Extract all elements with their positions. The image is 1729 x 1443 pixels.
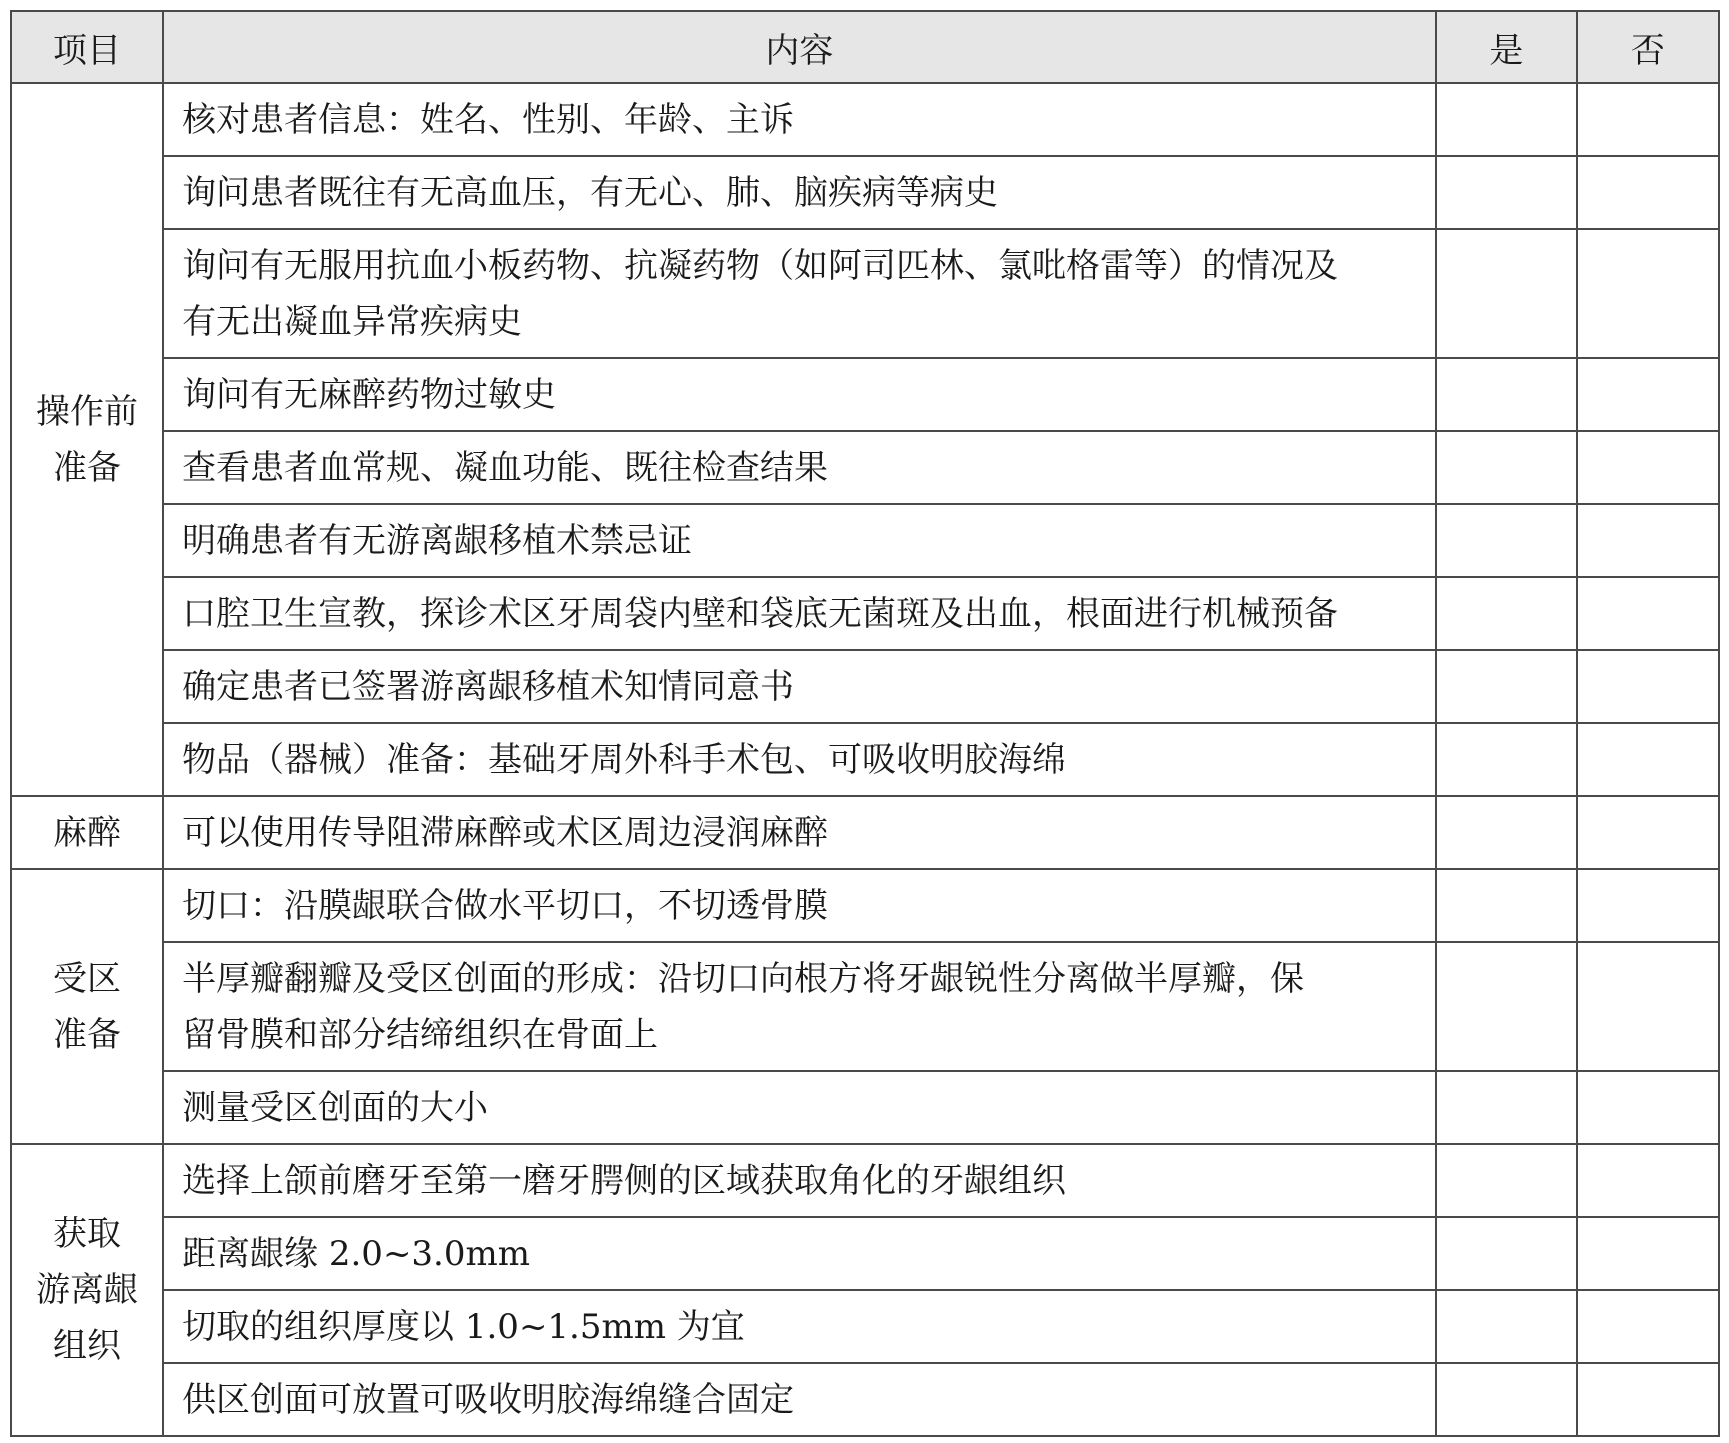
content-text: 核对患者信息：姓名、性别、年龄、主诉 [182, 99, 795, 140]
content-text: 物品（器械）准备：基础牙周外科手术包、可吸收明胶海绵 [182, 739, 1067, 780]
category-label: 麻醉 [53, 812, 122, 853]
yes-check-cell[interactable] [1436, 869, 1577, 942]
category-label: 准备 [53, 447, 122, 488]
no-check-cell[interactable] [1577, 1071, 1719, 1144]
table-row [11, 431, 1719, 504]
no-check-cell[interactable] [1577, 156, 1719, 229]
yes-check-cell[interactable] [1436, 1217, 1577, 1290]
no-check-cell[interactable] [1577, 723, 1719, 796]
content-text: 询问有无麻醉药物过敏史 [182, 374, 557, 415]
yes-check-cell[interactable] [1436, 431, 1577, 504]
header-content: 内容 [163, 11, 1436, 83]
no-check-cell[interactable] [1577, 796, 1719, 869]
no-check-cell[interactable] [1577, 1363, 1719, 1436]
table-row [11, 869, 1719, 942]
yes-check-cell[interactable] [1436, 650, 1577, 723]
table-row [11, 229, 1719, 358]
category-label: 组织 [53, 1326, 122, 1366]
content-cell [163, 796, 1436, 869]
content-text: 切取的组织厚度以 1.0~1.5mm 为宜 [182, 1306, 745, 1347]
yes-check-cell[interactable] [1436, 504, 1577, 577]
content-cell [163, 83, 1436, 156]
no-check-cell[interactable] [1577, 1290, 1719, 1363]
content-cell [163, 156, 1436, 229]
yes-check-cell[interactable] [1436, 156, 1577, 229]
content-text: 询问有无服用抗血小板药物、抗凝药物（如阿司匹林、氯吡格雷等）的情况及 [182, 245, 1339, 286]
table-row [11, 942, 1719, 1071]
table-row [11, 796, 1719, 869]
table-row [11, 358, 1719, 431]
no-check-cell[interactable] [1577, 358, 1719, 431]
content-cell [163, 723, 1436, 796]
yes-check-cell[interactable] [1436, 796, 1577, 869]
header-item: 项目 [11, 11, 163, 83]
table-row [11, 1217, 1719, 1290]
content-cell [163, 358, 1436, 431]
content-cell [163, 650, 1436, 723]
yes-check-cell[interactable] [1436, 229, 1577, 358]
table-row [11, 83, 1719, 156]
yes-check-cell[interactable] [1436, 1363, 1577, 1436]
content-text: 有无出凝血异常疾病史 [182, 301, 523, 342]
table-row [11, 650, 1719, 723]
table-row [11, 723, 1719, 796]
no-check-cell[interactable] [1577, 650, 1719, 723]
no-check-cell[interactable] [1577, 504, 1719, 577]
category-label: 受区 [53, 958, 122, 999]
category-label: 游离龈 [36, 1270, 139, 1310]
content-cell [163, 229, 1436, 358]
content-text: 询问患者既往有无高血压，有无心、肺、脑疾病等病史 [182, 172, 999, 213]
table-row [11, 156, 1719, 229]
yes-check-cell[interactable] [1436, 723, 1577, 796]
yes-check-cell[interactable] [1436, 1144, 1577, 1217]
content-cell [163, 1363, 1436, 1436]
content-text: 选择上颌前磨牙至第一磨牙腭侧的区域获取角化的牙龈组织 [182, 1160, 1067, 1201]
table-row [11, 1071, 1719, 1144]
content-cell [163, 942, 1436, 1071]
content-text: 口腔卫生宣教，探诊术区牙周袋内壁和袋底无菌斑及出血，根面进行机械预备 [182, 593, 1339, 634]
yes-check-cell[interactable] [1436, 1071, 1577, 1144]
content-text: 测量受区创面的大小 [182, 1087, 489, 1128]
category-cell [11, 83, 163, 796]
no-check-cell[interactable] [1577, 577, 1719, 650]
no-check-cell[interactable] [1577, 229, 1719, 358]
no-check-cell[interactable] [1577, 83, 1719, 156]
category-label: 获取 [53, 1214, 122, 1254]
category-label: 准备 [53, 1014, 122, 1055]
content-cell [163, 869, 1436, 942]
table-row [11, 1144, 1719, 1217]
category-cell [11, 796, 163, 869]
yes-check-cell[interactable] [1436, 577, 1577, 650]
category-cell [11, 869, 163, 1144]
no-check-cell[interactable] [1577, 869, 1719, 942]
no-check-cell[interactable] [1577, 1217, 1719, 1290]
yes-check-cell[interactable] [1436, 358, 1577, 431]
table-row [11, 577, 1719, 650]
category-label: 操作前 [36, 391, 139, 432]
table-row [11, 1290, 1719, 1363]
content-text: 查看患者血常规、凝血功能、既往检查结果 [182, 447, 829, 488]
yes-check-cell[interactable] [1436, 83, 1577, 156]
yes-check-cell[interactable] [1436, 942, 1577, 1071]
content-text: 半厚瓣翻瓣及受区创面的形成：沿切口向根方将牙龈锐性分离做半厚瓣，保 [182, 958, 1305, 999]
content-cell [163, 504, 1436, 577]
procedure-checklist-table [10, 10, 1720, 1437]
content-text: 明确患者有无游离龈移植术禁忌证 [182, 520, 693, 561]
content-text: 留骨膜和部分结缔组织在骨面上 [182, 1014, 659, 1055]
content-text: 距离龈缘 2.0~3.0mm [182, 1233, 530, 1274]
table-body [11, 83, 1719, 1436]
table-row [11, 1363, 1719, 1436]
header-row [11, 11, 1719, 83]
content-text: 可以使用传导阻滞麻醉或术区周边浸润麻醉 [182, 812, 829, 853]
content-text: 确定患者已签署游离龈移植术知情同意书 [182, 666, 795, 707]
yes-check-cell[interactable] [1436, 1290, 1577, 1363]
content-cell [163, 431, 1436, 504]
no-check-cell[interactable] [1577, 942, 1719, 1071]
header-yes: 是 [1436, 11, 1577, 83]
content-cell [163, 1071, 1436, 1144]
content-cell [163, 577, 1436, 650]
content-text: 供区创面可放置可吸收明胶海绵缝合固定 [182, 1379, 795, 1420]
table-row [11, 504, 1719, 577]
no-check-cell[interactable] [1577, 431, 1719, 504]
category-cell [11, 1144, 163, 1436]
content-cell [163, 1290, 1436, 1363]
content-cell [163, 1144, 1436, 1217]
no-check-cell[interactable] [1577, 1144, 1719, 1217]
content-cell [163, 1217, 1436, 1290]
header-no: 否 [1577, 11, 1719, 83]
content-text: 切口：沿膜龈联合做水平切口，不切透骨膜 [182, 885, 829, 926]
